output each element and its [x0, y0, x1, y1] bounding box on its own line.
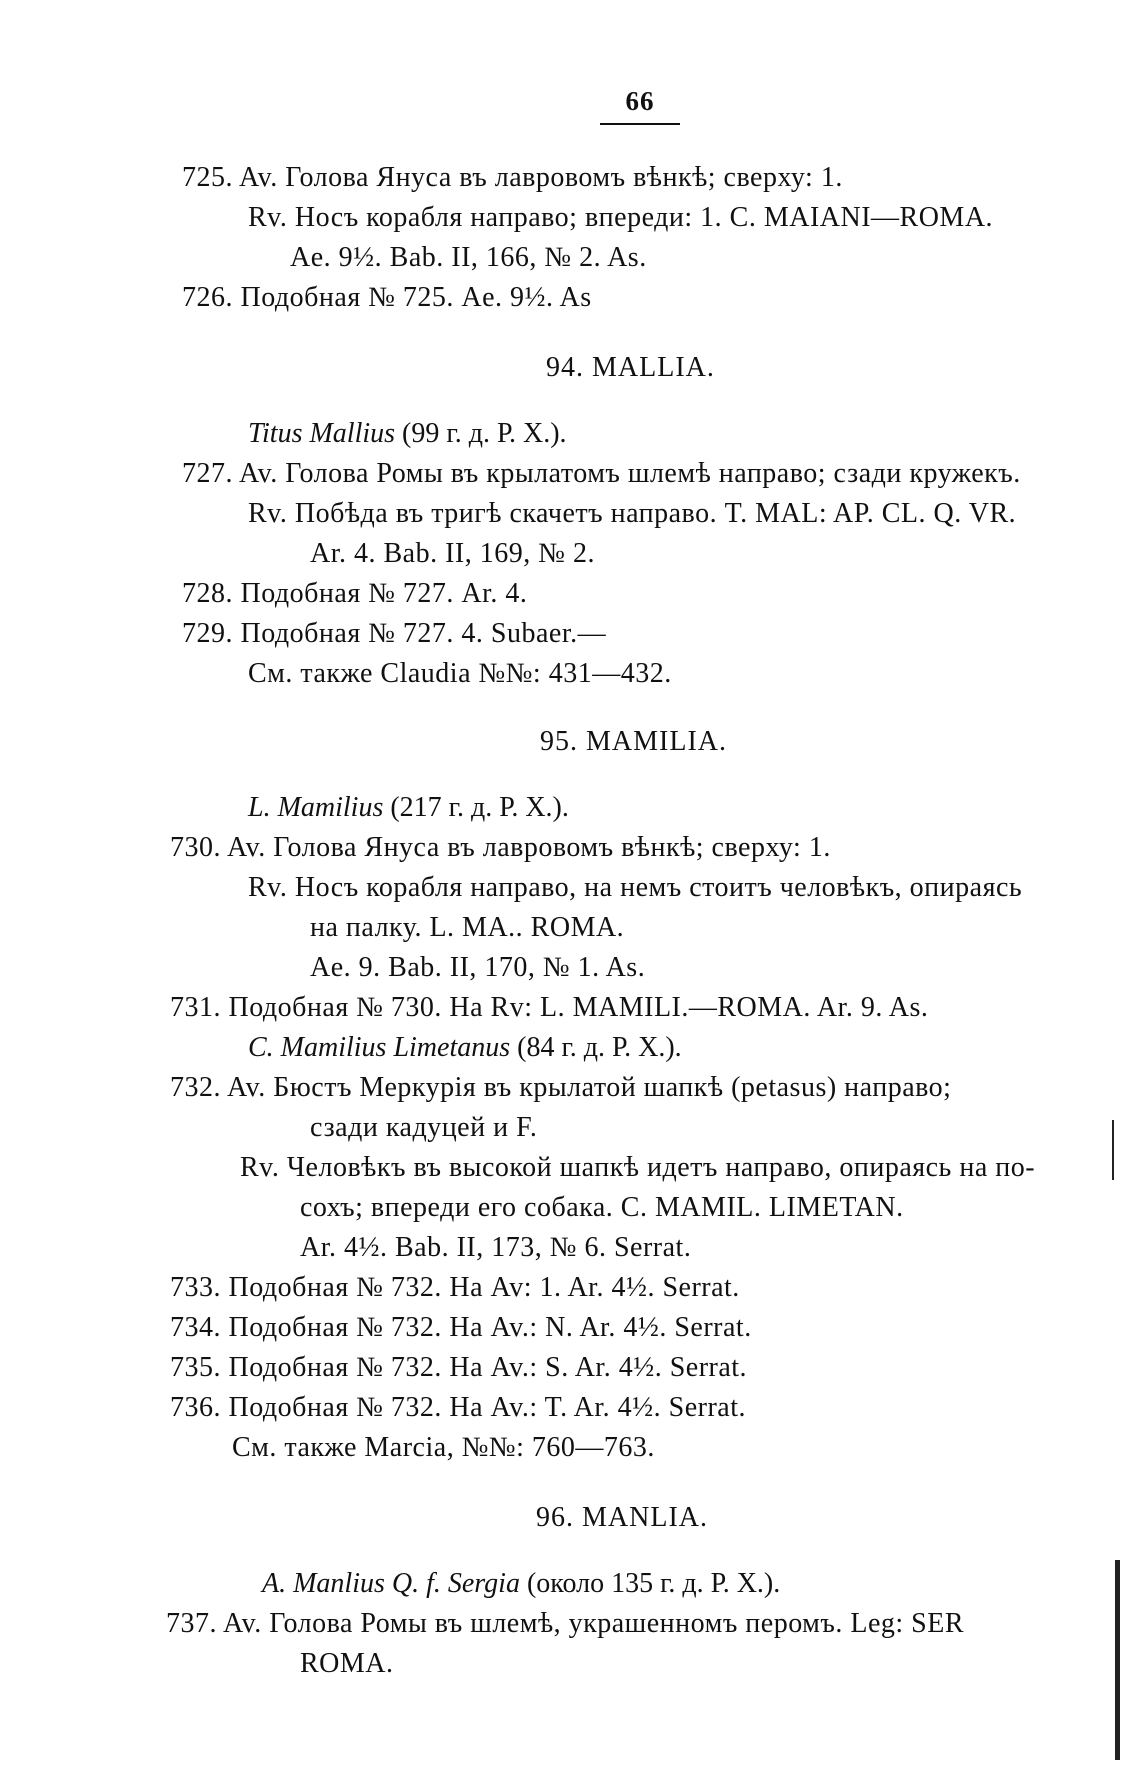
entry-736: 736. Подобная № 732. На Av.: T. Ar. 4½. Serrat. [170, 1392, 746, 1423]
entry-727-reverse: Rv. Побѣда въ тригѣ скачетъ направо. T. MAL: AP. CL. Q. VR. [248, 498, 1017, 529]
entry-727-reference: Ar. 4. Bab. II, 169, № 2. [310, 538, 595, 569]
entry-734: 734. Подобная № 732. На Av.: N. Ar. 4½. Serrat. [170, 1312, 752, 1343]
moneyer-date: (217 г. д. Р. Х.). [383, 792, 569, 823]
entry-732-reverse-cont: сохъ; впереди его собака. C. MAMIL. LIMETAN. [300, 1192, 904, 1223]
entry-726: 726. Подобная № 725. Ae. 9½. As [182, 282, 592, 313]
moneyer-name: Titus Mallius [248, 418, 396, 449]
moneyer-date: (99 г. д. Р. Х.). [395, 418, 567, 449]
moneyer-date: (около 135 г. д. Р. Х.). [519, 1568, 781, 1599]
moneyer-name: C. Mamilius Limetanus [248, 1032, 511, 1063]
entry-730-reverse: Rv. Носъ корабля направо, на немъ стоитъ человѣкъ, опираясь [248, 872, 1023, 903]
section-heading-mallia: 94. MALLIA. [546, 352, 715, 383]
see-also-marcia: См. также Marcia, №№: 760—763. [232, 1432, 655, 1463]
moneyer-titus-mallius [248, 416, 567, 452]
entry-732-reference: Ar. 4½. Bab. II, 173, № 6. Serrat. [300, 1232, 692, 1263]
entry-730-reference: Ae. 9. Bab. II, 170, № 1. As. [310, 952, 646, 983]
scan-edge-mark [1112, 1120, 1114, 1180]
entry-725-reverse: Rv. Носъ корабля направо; впереди: 1. C. MAIANI—ROMA. [248, 202, 994, 233]
entry-732-reverse: Rv. Человѣкъ въ высокой шапкѣ идетъ направо, опираясь на по- [240, 1152, 1036, 1183]
entry-729: 729. Подобная № 727. 4. Subaer.— [182, 618, 607, 649]
entry-737-obverse-cont: ROMA. [300, 1648, 394, 1679]
entry-732-obverse-cont: сзади кадуцей и F. [310, 1112, 538, 1143]
entry-730-reverse-cont: на палку. L. MA.. ROMA. [310, 912, 625, 943]
entry-725-reference: Ae. 9½. Bab. II, 166, № 2. As. [290, 242, 647, 273]
entry-728: 728. Подобная № 727. Ar. 4. [182, 578, 528, 609]
entry-730-obverse: 730. Av. Голова Януса въ лавровомъ вѣнкѣ; сверху: 1. [170, 832, 831, 863]
scan-edge-rule [1115, 1560, 1120, 1760]
moneyer-name: A. Manlius Q. f. Sergia [262, 1568, 520, 1599]
entry-732-obverse: 732. Av. Бюстъ Меркурія въ крылатой шапкѣ (petasus) направо; [170, 1072, 952, 1103]
moneyer-l-mamilius [248, 790, 569, 826]
entry-737-obverse: 737. Av. Голова Ромы въ шлемѣ, украшенномъ перомъ. Leg: SER [166, 1608, 965, 1639]
see-also-claudia: См. также Claudia №№: 431—432. [248, 658, 672, 689]
moneyer-name: L. Mamilius [248, 792, 384, 823]
section-heading-manlia: 96. MANLIA. [536, 1502, 708, 1533]
moneyer-date: (84 г. д. Р. Х.). [510, 1032, 682, 1063]
moneyer-c-mamilius-limetanus [248, 1030, 682, 1066]
entry-727-obverse: 727. Av. Голова Ромы въ крылатомъ шлемѣ направо; сзади кружекъ. [182, 458, 1021, 489]
entry-735: 735. Подобная № 732. На Av.: S. Ar. 4½. Serrat. [170, 1352, 748, 1383]
section-heading-mamilia: 95. MAMILIA. [540, 726, 727, 757]
moneyer-a-manlius [262, 1566, 780, 1602]
entry-731: 731. Подобная № 730. На Rv: L. MAMILI.—ROMA. Ar. 9. As. [170, 992, 929, 1023]
entry-733: 733. Подобная № 732. На Av: 1. Ar. 4½. Serrat. [170, 1272, 740, 1303]
page-number: 66 [600, 86, 680, 125]
entry-725-obverse: 725. Av. Голова Януса въ лавровомъ вѣнкѣ; сверху: 1. [182, 162, 843, 193]
